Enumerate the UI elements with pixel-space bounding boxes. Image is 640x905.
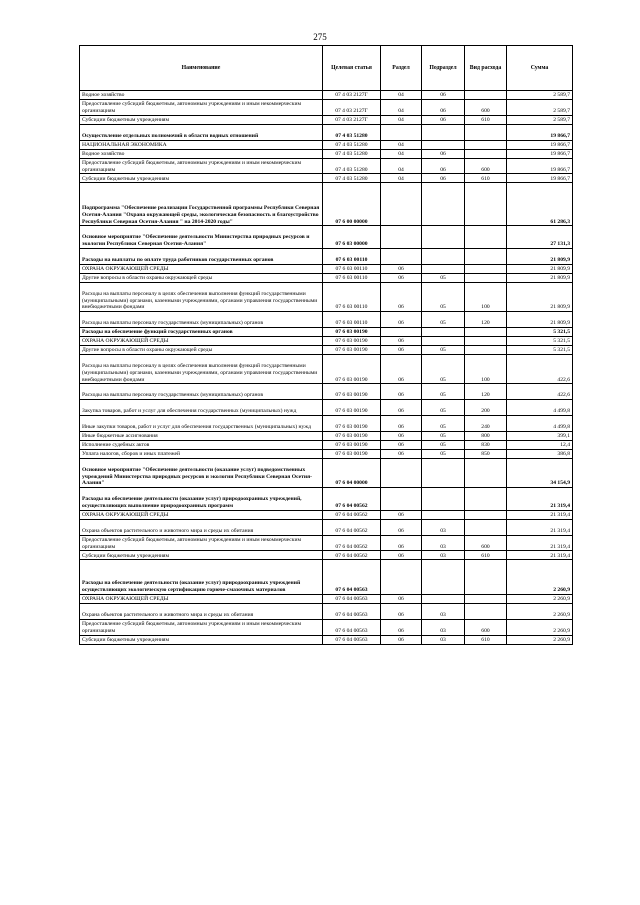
col-header-name: Наименование [80, 46, 323, 91]
table-row [80, 124, 573, 140]
cell-subsection: 05 [422, 440, 465, 449]
cell-amount: 27 131,3 [507, 226, 573, 249]
cell-subsection: 05 [422, 431, 465, 440]
table-row [80, 140, 573, 149]
cell-amount: 21 319,4 [507, 535, 573, 551]
cell-name: ОХРАНА ОКРУЖАЮЩЕЙ СРЕДЫ [80, 594, 323, 603]
cell-subsection: 03 [422, 635, 465, 644]
cell-article: 07 6 04 00562 [323, 519, 381, 535]
cell-name: Другие вопросы в области охраны окружающей среды [80, 273, 323, 282]
cell-name: Расходы на обеспечение деятельности (оказание услуг) природоохранных учреждений осуществляющих экологическую сертификацию горюче-смазочных материалов [80, 560, 323, 595]
cell-subsection: 05 [422, 415, 465, 431]
cell-article: 07 6 04 00562 [323, 488, 381, 511]
cell-amount: 34 154,9 [507, 458, 573, 487]
cell-expense-type: 100 [465, 282, 507, 311]
cell-subsection [422, 226, 465, 249]
col-header-expense-type: Вид расхода [465, 46, 507, 91]
cell-amount: 2 260,9 [507, 560, 573, 595]
cell-name: Предоставление субсидий бюджетным, автономным учреждениям и иным некоммерческим организациям [80, 158, 323, 174]
cell-subsection: 03 [422, 519, 465, 535]
cell-expense-type: 600 [465, 535, 507, 551]
cell-amount: 21 319,4 [507, 519, 573, 535]
cell-name: Субсидии бюджетным учреждениям [80, 551, 323, 560]
table-row [80, 91, 573, 100]
cell-article: 07 4 03 51280 [323, 140, 381, 149]
cell-expense-type [465, 248, 507, 264]
cell-name: Водное хозяйство [80, 149, 323, 158]
table-row [80, 384, 573, 400]
table-row [80, 354, 573, 383]
cell-subsection [422, 248, 465, 264]
cell-amount: 2 589,7 [507, 100, 573, 116]
cell-article: 07 6 03 00000 [323, 226, 381, 249]
cell-amount: 61 286,3 [507, 183, 573, 226]
cell-expense-type [465, 560, 507, 595]
cell-name: Расходы на обеспечение функций государственных органов [80, 327, 323, 336]
cell-article: 07 6 04 00562 [323, 535, 381, 551]
cell-name: Другие вопросы в области охраны окружающей среды [80, 345, 323, 354]
cell-subsection [422, 327, 465, 336]
cell-name: Закупка товаров, работ и услуг для обеспечения государственных (муниципальных) нужд [80, 400, 323, 416]
cell-expense-type [465, 488, 507, 511]
cell-name: ОХРАНА ОКРУЖАЮЩЕЙ СРЕДЫ [80, 510, 323, 519]
cell-subsection: 05 [422, 345, 465, 354]
table-row [80, 183, 573, 226]
cell-subsection: 03 [422, 619, 465, 635]
cell-subsection [422, 594, 465, 603]
cell-article: 07 6 04 00563 [323, 619, 381, 635]
col-header-amount: Сумма [507, 46, 573, 91]
cell-section [381, 124, 422, 140]
cell-name: ОХРАНА ОКРУЖАЮЩЕЙ СРЕДЫ [80, 264, 323, 273]
cell-section: 04 [381, 140, 422, 149]
col-header-section: Раздел [381, 46, 422, 91]
cell-section: 06 [381, 264, 422, 273]
cell-amount: 19 866,7 [507, 124, 573, 140]
cell-amount: 21 809,9 [507, 264, 573, 273]
cell-subsection: 05 [422, 449, 465, 458]
cell-subsection: 05 [422, 312, 465, 328]
table-row [80, 100, 573, 116]
cell-name: Уплата налогов, сборов и иных платежей [80, 449, 323, 458]
cell-section: 06 [381, 273, 422, 282]
cell-subsection [422, 183, 465, 226]
cell-amount: 2 589,7 [507, 91, 573, 100]
cell-expense-type: 610 [465, 551, 507, 560]
table-row [80, 248, 573, 264]
cell-expense-type: 200 [465, 400, 507, 416]
cell-article: 07 4 03 51280 [323, 149, 381, 158]
cell-name: Расходы на выплаты персоналу в целях обеспечения выполнения функций государственными (муниципальными) органами, казенными учреждениями, органами управления государственными внебюджетными фондами [80, 354, 323, 383]
cell-name: Иные бюджетные ассигнования [80, 431, 323, 440]
cell-expense-type: 600 [465, 619, 507, 635]
cell-subsection [422, 488, 465, 511]
cell-expense-type: 800 [465, 431, 507, 440]
cell-section [381, 488, 422, 511]
cell-section: 06 [381, 519, 422, 535]
table-row [80, 158, 573, 174]
cell-subsection: 05 [422, 384, 465, 400]
cell-expense-type [465, 327, 507, 336]
table-row [80, 327, 573, 336]
cell-section: 06 [381, 510, 422, 519]
cell-article: 07 4 03 2127Г [323, 115, 381, 124]
cell-name: Субсидии бюджетным учреждениям [80, 115, 323, 124]
cell-name: Водное хозяйство [80, 91, 323, 100]
cell-amount: 2 260,9 [507, 594, 573, 603]
table-row [80, 510, 573, 519]
cell-article: 07 6 03 00190 [323, 431, 381, 440]
cell-subsection: 06 [422, 158, 465, 174]
cell-amount: 2 260,9 [507, 635, 573, 644]
table-row [80, 415, 573, 431]
cell-expense-type [465, 336, 507, 345]
cell-section: 06 [381, 312, 422, 328]
cell-section: 06 [381, 535, 422, 551]
table-row [80, 336, 573, 345]
cell-amount: 21 809,9 [507, 312, 573, 328]
cell-subsection: 06 [422, 174, 465, 183]
table-body [80, 91, 573, 645]
cell-article: 07 6 03 00110 [323, 264, 381, 273]
cell-article: 07 4 03 51280 [323, 124, 381, 140]
cell-amount: 422,6 [507, 384, 573, 400]
cell-expense-type: 240 [465, 415, 507, 431]
cell-section: 06 [381, 594, 422, 603]
cell-subsection [422, 458, 465, 487]
cell-section: 06 [381, 619, 422, 635]
cell-article: 07 6 03 00190 [323, 354, 381, 383]
table-row [80, 519, 573, 535]
cell-expense-type: 120 [465, 384, 507, 400]
cell-name: Осуществление отдельных полномочий в области водных отношений [80, 124, 323, 140]
cell-section: 06 [381, 282, 422, 311]
cell-article: 07 6 03 00110 [323, 282, 381, 311]
cell-section: 06 [381, 345, 422, 354]
cell-section [381, 560, 422, 595]
cell-article: 07 4 03 2127Г [323, 91, 381, 100]
cell-article: 07 6 03 00190 [323, 449, 381, 458]
cell-expense-type: 100 [465, 354, 507, 383]
cell-article: 07 6 04 00563 [323, 603, 381, 619]
cell-subsection: 05 [422, 354, 465, 383]
cell-section: 04 [381, 174, 422, 183]
cell-expense-type [465, 140, 507, 149]
cell-expense-type: 610 [465, 174, 507, 183]
table-row [80, 312, 573, 328]
table-row [80, 535, 573, 551]
cell-amount: 5 321,5 [507, 336, 573, 345]
cell-article: 07 6 04 00562 [323, 510, 381, 519]
cell-expense-type [465, 226, 507, 249]
cell-expense-type: 850 [465, 449, 507, 458]
cell-expense-type: 830 [465, 440, 507, 449]
cell-amount: 12,4 [507, 440, 573, 449]
cell-expense-type [465, 345, 507, 354]
cell-article: 07 6 03 00110 [323, 273, 381, 282]
table-row [80, 431, 573, 440]
cell-article: 07 6 03 00110 [323, 248, 381, 264]
col-header-subsection: Подраздел [422, 46, 465, 91]
cell-subsection: 06 [422, 91, 465, 100]
cell-expense-type [465, 124, 507, 140]
cell-subsection [422, 140, 465, 149]
cell-subsection: 06 [422, 100, 465, 116]
cell-name: ОХРАНА ОКРУЖАЮЩЕЙ СРЕДЫ [80, 336, 323, 345]
table-row [80, 551, 573, 560]
cell-name: Исполнение судебных актов [80, 440, 323, 449]
cell-amount: 5 321,5 [507, 327, 573, 336]
table-row [80, 458, 573, 487]
cell-subsection [422, 124, 465, 140]
cell-section: 06 [381, 551, 422, 560]
cell-amount: 21 809,9 [507, 282, 573, 311]
cell-section: 04 [381, 91, 422, 100]
cell-section: 04 [381, 158, 422, 174]
cell-subsection: 05 [422, 400, 465, 416]
cell-article: 07 4 03 2127Г [323, 100, 381, 116]
cell-expense-type [465, 519, 507, 535]
cell-name: Основное мероприятие "Обеспечение деятельности Министерства природных ресурсов и экологии Республики Северная Осетия-Алания" [80, 226, 323, 249]
cell-section: 04 [381, 100, 422, 116]
cell-expense-type [465, 458, 507, 487]
table-row [80, 635, 573, 644]
cell-article: 07 6 00 00000 [323, 183, 381, 226]
cell-article: 07 6 03 00190 [323, 384, 381, 400]
cell-amount: 5 321,5 [507, 345, 573, 354]
cell-article: 07 6 03 00190 [323, 336, 381, 345]
cell-name: Расходы на выплаты персоналу государственных (муниципальных) органов [80, 312, 323, 328]
cell-name: Иные закупки товаров, работ и услуг для обеспечения государственных (муниципальных) нужд [80, 415, 323, 431]
cell-section: 06 [381, 635, 422, 644]
cell-name: Основное мероприятие "Обеспечение деятельности (оказание услуг) подведомственных учреждений Министерства природных ресурсов и экологии Республики Северная Осетия-Алания" [80, 458, 323, 487]
cell-amount: 21 319,4 [507, 510, 573, 519]
cell-amount: 21 319,4 [507, 551, 573, 560]
cell-section: 06 [381, 603, 422, 619]
cell-section: 04 [381, 115, 422, 124]
cell-article: 07 6 03 00190 [323, 327, 381, 336]
cell-section [381, 327, 422, 336]
cell-section [381, 248, 422, 264]
cell-amount: 2 589,7 [507, 115, 573, 124]
cell-amount: 399,1 [507, 431, 573, 440]
cell-subsection: 06 [422, 149, 465, 158]
cell-section [381, 226, 422, 249]
cell-expense-type [465, 603, 507, 619]
table-row [80, 560, 573, 595]
table-row [80, 488, 573, 511]
cell-article: 07 6 03 00190 [323, 400, 381, 416]
cell-expense-type: 600 [465, 100, 507, 116]
cell-article: 07 6 03 00190 [323, 345, 381, 354]
cell-section [381, 183, 422, 226]
cell-name: Предоставление субсидий бюджетным, автономным учреждениям и иным некоммерческим организациям [80, 100, 323, 116]
cell-amount: 386,8 [507, 449, 573, 458]
cell-name: Подпрограмма "Обеспечение реализации Государственной программы Республики Северная Осетия-Алания "Охрана окружающей среды, экологическая безопасность и благоустройство Республики Северная Осетия-Алания " на 2014-2020 годы" [80, 183, 323, 226]
table-row [80, 603, 573, 619]
table-row [80, 174, 573, 183]
cell-name: Охрана объектов растительного и животного мира и среды их обитания [80, 603, 323, 619]
cell-name: Охрана объектов растительного и животного мира и среды их обитания [80, 519, 323, 535]
cell-subsection: 03 [422, 551, 465, 560]
cell-name: Субсидии бюджетным учреждениям [80, 174, 323, 183]
cell-article: 07 6 03 00110 [323, 312, 381, 328]
cell-subsection [422, 264, 465, 273]
cell-subsection: 05 [422, 282, 465, 311]
cell-name: Расходы на выплаты персоналу государственных (муниципальных) органов [80, 384, 323, 400]
table-row [80, 264, 573, 273]
cell-name: Предоставление субсидий бюджетным, автономным учреждениям и иным некоммерческим организациям [80, 535, 323, 551]
cell-article: 07 6 03 00190 [323, 415, 381, 431]
table-row [80, 400, 573, 416]
cell-subsection: 03 [422, 535, 465, 551]
cell-amount: 2 260,9 [507, 603, 573, 619]
table-row [80, 594, 573, 603]
cell-amount: 4 499,8 [507, 415, 573, 431]
table-row [80, 115, 573, 124]
table-row [80, 440, 573, 449]
cell-section: 06 [381, 354, 422, 383]
cell-amount: 2 260,9 [507, 619, 573, 635]
cell-article: 07 6 04 00563 [323, 560, 381, 595]
cell-expense-type [465, 149, 507, 158]
cell-article: 07 4 03 51280 [323, 174, 381, 183]
cell-section: 06 [381, 431, 422, 440]
cell-amount: 19 866,7 [507, 174, 573, 183]
cell-expense-type: 610 [465, 115, 507, 124]
cell-section: 06 [381, 384, 422, 400]
cell-amount: 19 866,7 [507, 149, 573, 158]
cell-name: Предоставление субсидий бюджетным, автономным учреждениям и иным некоммерческим организациям [80, 619, 323, 635]
cell-expense-type [465, 273, 507, 282]
cell-article: 07 4 03 51280 [323, 158, 381, 174]
cell-amount: 19 866,7 [507, 158, 573, 174]
cell-amount: 21 809,9 [507, 273, 573, 282]
cell-expense-type [465, 594, 507, 603]
cell-expense-type [465, 91, 507, 100]
table-row [80, 619, 573, 635]
cell-expense-type: 600 [465, 158, 507, 174]
cell-section: 06 [381, 400, 422, 416]
cell-section: 04 [381, 149, 422, 158]
budget-table [79, 45, 573, 645]
cell-article: 07 6 04 00563 [323, 594, 381, 603]
table-row [80, 449, 573, 458]
cell-expense-type [465, 183, 507, 226]
cell-amount: 422,6 [507, 354, 573, 383]
table-row [80, 345, 573, 354]
cell-expense-type [465, 510, 507, 519]
cell-amount: 4 499,8 [507, 400, 573, 416]
cell-name: Субсидии бюджетным учреждениям [80, 635, 323, 644]
cell-section: 06 [381, 440, 422, 449]
cell-subsection [422, 560, 465, 595]
table-header [80, 46, 573, 91]
cell-name: Расходы на выплаты персоналу в целях обеспечения выполнения функций государственными (муниципальными) органами, казенными учреждениями, органами управления государственными внебюджетными фондами [80, 282, 323, 311]
cell-amount: 19 866,7 [507, 140, 573, 149]
cell-article: 07 6 04 00000 [323, 458, 381, 487]
cell-amount: 21 319,4 [507, 488, 573, 511]
col-header-article: Целевая статья [323, 46, 381, 91]
cell-amount: 21 809,9 [507, 248, 573, 264]
cell-section: 06 [381, 449, 422, 458]
table-row [80, 282, 573, 311]
cell-article: 07 6 04 00562 [323, 551, 381, 560]
cell-expense-type: 120 [465, 312, 507, 328]
cell-expense-type: 610 [465, 635, 507, 644]
cell-article: 07 6 03 00190 [323, 440, 381, 449]
cell-section [381, 458, 422, 487]
cell-subsection: 06 [422, 115, 465, 124]
page-number: 275 [313, 32, 327, 42]
table-row [80, 149, 573, 158]
cell-name: Расходы на обеспечение деятельности (оказание услуг) природоохранных учреждений, осуществляющих выполнение природоохранных программ [80, 488, 323, 511]
cell-article: 07 6 04 00563 [323, 635, 381, 644]
cell-name: Расходы на выплаты по оплате труда работников государственных органов [80, 248, 323, 264]
table-row [80, 273, 573, 282]
table-row [80, 226, 573, 249]
cell-subsection: 05 [422, 273, 465, 282]
cell-section: 06 [381, 415, 422, 431]
cell-subsection: 03 [422, 603, 465, 619]
cell-name: НАЦИОНАЛЬНАЯ ЭКОНОМИКА [80, 140, 323, 149]
cell-section: 06 [381, 336, 422, 345]
cell-subsection [422, 336, 465, 345]
cell-subsection [422, 510, 465, 519]
cell-expense-type [465, 264, 507, 273]
